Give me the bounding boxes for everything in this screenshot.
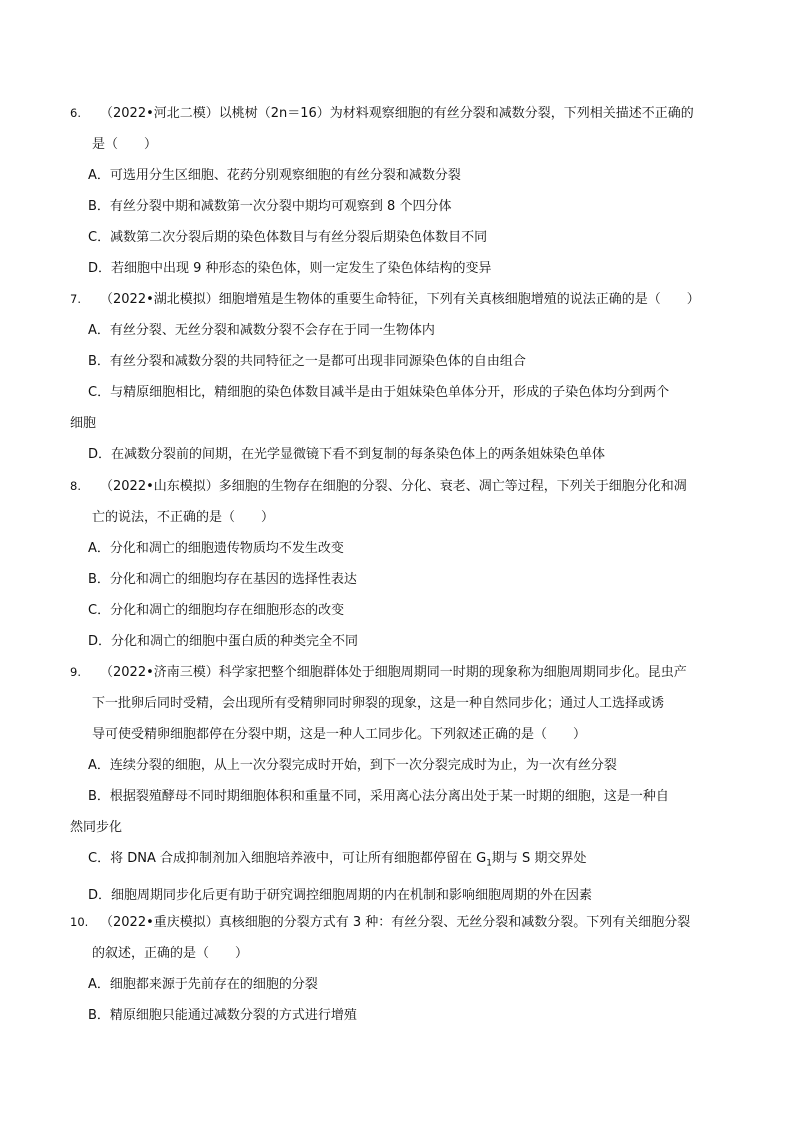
stem-line: 下一批卵后同时受精，会出现所有受精卵同时卵裂的现象，这是一种自然同步化；通过人工选择或诱 bbox=[92, 696, 665, 711]
option-a: A．有丝分裂、无丝分裂和减数分裂不会存在于同一生物体内 bbox=[88, 323, 435, 338]
question-stem bbox=[92, 907, 730, 969]
stem-line: （2022•河北二模）以桃树（2n＝16）为材料观察细胞的有丝分裂和减数分裂，下列相关描述不正确的 bbox=[100, 106, 694, 121]
option-a: A．细胞都来源于先前存在的细胞的分裂 bbox=[88, 977, 318, 992]
question-8 bbox=[70, 471, 730, 657]
question-9 bbox=[70, 657, 730, 911]
stem-line: （2022•重庆模拟）真核细胞的分裂方式有 3 种：有丝分裂、无丝分裂和减数分裂。下列有关细胞分裂 bbox=[100, 915, 691, 930]
option-a: A．连续分裂的细胞，从上一次分裂完成时开始，到下一次分裂完成时为止，为一次有丝分裂 bbox=[88, 758, 617, 773]
stem-line: 导可使受精卵细胞都停在分裂中期，这是一种人工同步化。下列叙述正确的是（ ） bbox=[92, 727, 587, 742]
stem-line: （2022•济南三模）科学家把整个细胞群体处于细胞周期同一时期的现象称为细胞周期同步化。昆虫产 bbox=[100, 665, 687, 680]
option-a: A．分化和凋亡的细胞遗传物质均不发生改变 bbox=[88, 541, 344, 556]
question-10 bbox=[70, 907, 730, 1031]
option-b: B．精原细胞只能通过减数分裂的方式进行增殖 bbox=[88, 1008, 357, 1023]
option-a: A．可选用分生区细胞、花药分别观察细胞的有丝分裂和减数分裂 bbox=[88, 168, 461, 183]
option-d: D．分化和凋亡的细胞中蛋白质的种类完全不同 bbox=[88, 634, 359, 649]
question-stem bbox=[92, 471, 730, 533]
option-c bbox=[88, 843, 730, 880]
question-number: 7. bbox=[70, 292, 81, 306]
option-c-text-tail: 期与 S 期交界处 bbox=[491, 851, 587, 866]
option-c-continuation: 细胞 bbox=[70, 416, 97, 431]
question-number: 8. bbox=[70, 479, 81, 493]
question-number: 10. bbox=[70, 915, 89, 929]
option-d: D．细胞周期同步化后更有助于研究调控细胞周期的内在机制和影响细胞周期的外在因素 bbox=[88, 887, 593, 903]
option-d: D．在减数分裂前的间期，在光学显微镜下看不到复制的每条染色体上的两条姐妹染色单体 bbox=[88, 447, 606, 462]
option-d: D．若细胞中出现 9 种形态的染色体，则一定发生了染色体结构的变异 bbox=[88, 261, 492, 276]
option-c: C．与精原细胞相比，精细胞的染色体数目减半是由于姐妹染色单体分开，形成的子染色体均分到两个 bbox=[88, 385, 670, 400]
option-c: C．分化和凋亡的细胞均存在细胞形态的改变 bbox=[88, 603, 345, 618]
stem-line: 亡的说法，不正确的是（ ） bbox=[92, 510, 275, 525]
option-b: B．根据裂殖酵母不同时期细胞体积和重量不同，采用离心法分离出处于某一时期的细胞，这是一种自 bbox=[88, 789, 669, 804]
question-stem bbox=[92, 657, 730, 750]
stem-line: （2022•湖北模拟）细胞增殖是生物体的重要生命特征，下列有关真核细胞增殖的说法正确的是（ ） bbox=[100, 292, 700, 307]
option-b-continuation: 然同步化 bbox=[70, 820, 123, 835]
option-b: B．有丝分裂中期和减数第一次分裂中期均可观察到 8 个四分体 bbox=[88, 199, 452, 214]
question-number: 9. bbox=[70, 665, 81, 679]
question-stem bbox=[100, 284, 730, 315]
stem-line: 是（ ） bbox=[92, 137, 158, 152]
stem-line: 的叙述，正确的是（ ） bbox=[92, 946, 249, 961]
stem-line: （2022•山东模拟）多细胞的生物存在细胞的分裂、分化、衰老、凋亡等过程，下列关于细胞分化和凋 bbox=[100, 479, 687, 494]
subscript-1: 1 bbox=[486, 858, 492, 869]
option-c-text: C．将 DNA 合成抑制剂加入细胞培养液中，可让所有细胞都停留在 G bbox=[88, 851, 487, 866]
question-number: 6. bbox=[70, 106, 81, 120]
question-stem bbox=[92, 98, 730, 160]
option-c: C．减数第二次分裂后期的染色体数目与有丝分裂后期染色体数目不同 bbox=[88, 230, 488, 245]
option-b: B．分化和凋亡的细胞均存在基因的选择性表达 bbox=[88, 572, 357, 587]
question-6 bbox=[70, 98, 730, 284]
question-7 bbox=[70, 284, 730, 470]
option-b: B．有丝分裂和减数分裂的共同特征之一是都可出现非同源染色体的自由组合 bbox=[88, 354, 526, 369]
